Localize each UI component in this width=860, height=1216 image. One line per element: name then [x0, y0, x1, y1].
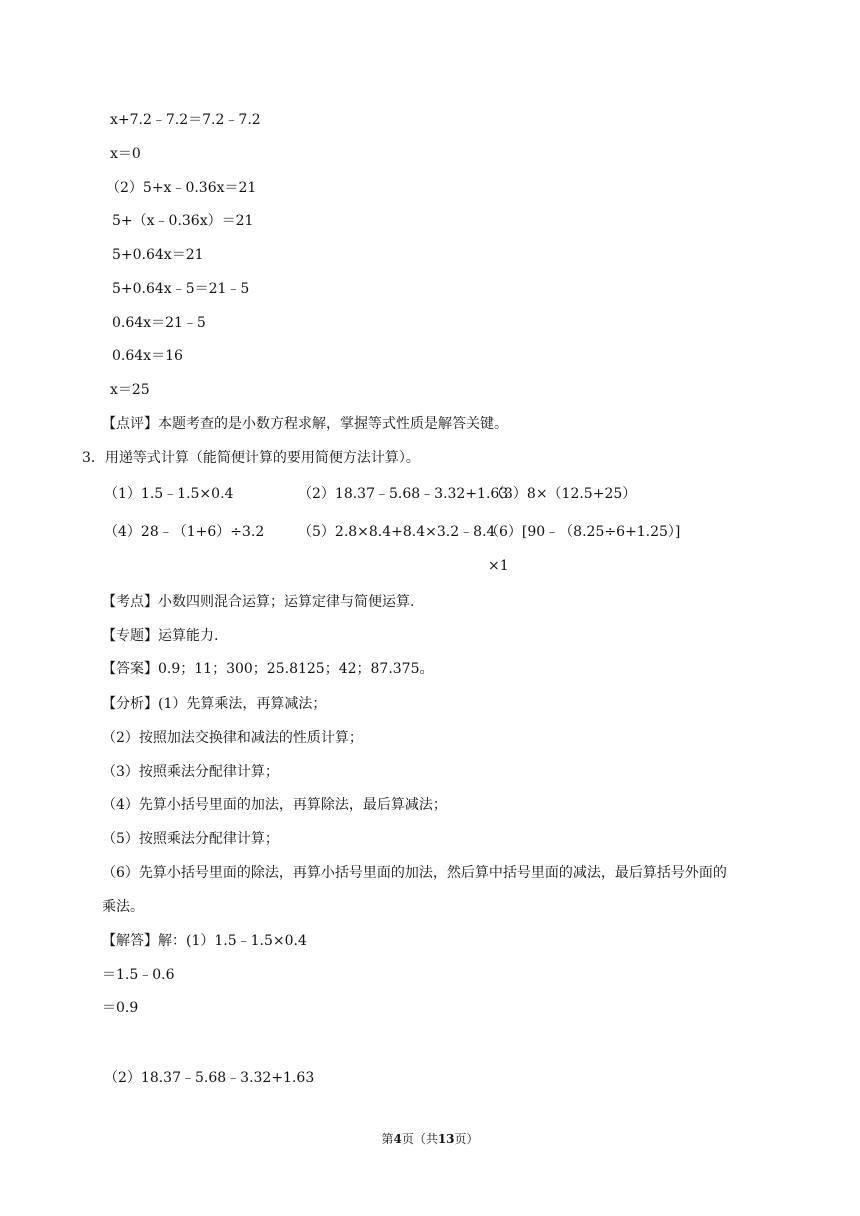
problem-4: （4）28﹣（1+6）÷3.2	[104, 524, 265, 540]
problem-1: （1）1.5﹣1.5×0.4	[104, 486, 234, 502]
equation-step: 5+0.64x＝21	[112, 247, 204, 263]
analysis-line: （4）先算小括号里面的加法，再算除法，最后算减法；	[102, 797, 447, 813]
equation-step: 5+（x﹣0.36x）＝21	[112, 213, 254, 229]
total-pages: 13	[437, 1132, 455, 1146]
question-3-title: 3．用递等式计算（能简便计算的要用简便方法计算）。	[82, 450, 420, 466]
problem-2: （2）18.37﹣5.68﹣3.32+1.63	[298, 486, 509, 502]
solution-line: 【解答】解：(1）1.5﹣1.5×0.4	[102, 933, 307, 949]
analysis-line: （3）按照乘法分配律计算；	[102, 764, 279, 780]
problem-6: （6）[90﹣（8.25÷6+1.25）]	[485, 524, 681, 540]
equation-step: 5+0.64x﹣5＝21﹣5	[112, 281, 250, 297]
analysis-line: （5）按照乘法分配律计算；	[102, 831, 279, 847]
equation-step: 0.64x＝16	[112, 348, 183, 364]
comment-text: 【点评】本题考查的是小数方程求解，掌握等式性质是解答关键。	[102, 416, 508, 432]
footer-prefix: 第	[381, 1132, 394, 1146]
analysis-line: 乘法。	[102, 899, 144, 915]
part-2-title: （2）5+x﹣0.36x＝21	[106, 180, 257, 196]
analysis-line: （2）按照加法交换律和减法的性质计算；	[102, 730, 363, 746]
solution-line: ＝0.9	[102, 1000, 139, 1016]
equation-step: x＝0	[110, 146, 141, 162]
equation-step: 0.64x＝21﹣5	[112, 315, 206, 331]
footer-mid: 页（共	[401, 1132, 438, 1146]
zhuanti-text: 【专题】运算能力.	[102, 628, 219, 644]
problem-5: （5）2.8×8.4+8.4×3.2﹣8.4	[298, 524, 496, 540]
solution-part-2: （2）18.37﹣5.68﹣3.32+1.63	[104, 1070, 315, 1086]
kaodian-text: 【考点】小数四则混合运算；运算定律与简便运算.	[102, 594, 415, 610]
problem-6-continuation: ×1	[488, 558, 509, 574]
solution-line: ＝1.5﹣0.6	[102, 967, 175, 983]
answer-text: 【答案】0.9；11；300；25.8125；42；87.375。	[102, 661, 434, 677]
analysis-line: （6）先算小括号里面的除法，再算小括号里面的加法，然后算中括号里面的减法，最后算括号外面的	[102, 865, 727, 881]
analysis-line: 【分析】(1）先算乘法，再算减法；	[102, 696, 327, 712]
problem-3: （3）8×（12.5+25）	[490, 486, 637, 502]
equation-step: x＝25	[110, 382, 150, 398]
page-number: 4	[393, 1132, 402, 1146]
equation-step: x+7.2﹣7.2＝7.2﹣7.2	[110, 112, 261, 128]
footer-suffix: 页）	[454, 1132, 479, 1146]
page-footer	[0, 1130, 860, 1148]
